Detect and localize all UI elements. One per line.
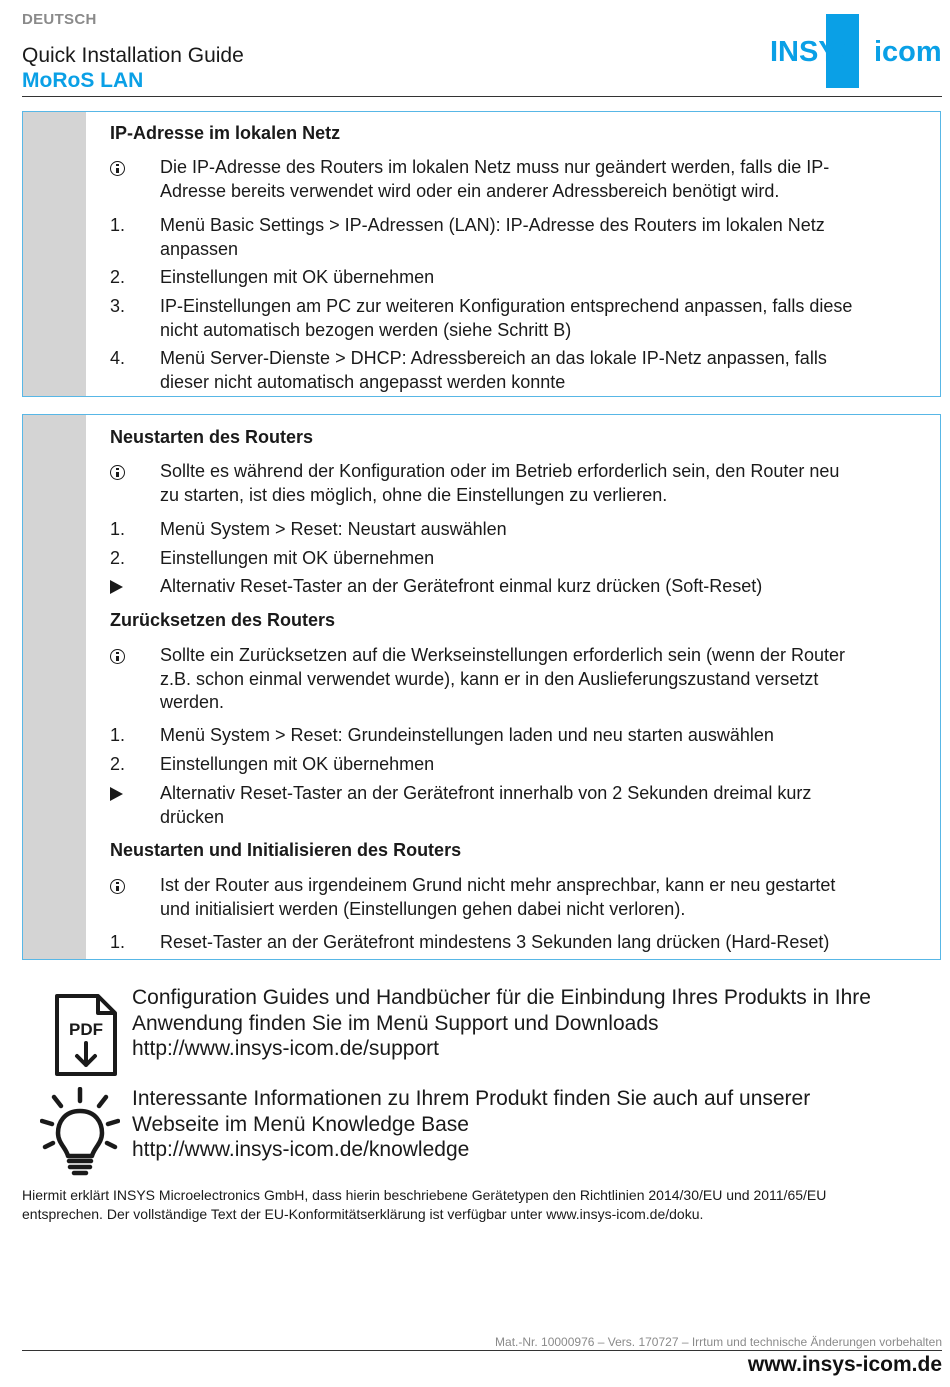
- tip-line: Configuration Guides und Handbücher für die Einbindung Ihres Produkts in Ihre: [132, 986, 871, 1009]
- pdf-icon-label: PDF: [69, 1020, 103, 1039]
- step-number: 1.: [110, 519, 126, 539]
- tip-line: Anwendung finden Sie im Menü Support und Downloads: [132, 1011, 659, 1035]
- step-text: Menü System > Reset: Neustart auswählen: [160, 519, 507, 539]
- step-text: nicht automatisch bezogen werden (siehe Schritt B): [160, 319, 572, 340]
- info-line: z.B. schon einmal verwendet wurde), kann er in den Auslieferungszustand versetzt: [160, 668, 819, 689]
- step-1: [110, 931, 922, 955]
- info-line: Sollte ein Zurücksetzen auf die Werkseinstellungen erforderlich sein (wenn der Router: [160, 645, 846, 665]
- info-line: Die IP-Adresse des Routers im lokalen Netz muss nur geändert werden, falls die IP-: [160, 157, 830, 177]
- step-2: [110, 547, 922, 571]
- info-note: [110, 874, 922, 921]
- step-2: [110, 753, 922, 777]
- pdf-download-icon: [54, 993, 118, 1077]
- info-line: Ist der Router aus irgendeinem Grund nicht mehr ansprechbar, kann er neu gestartet: [160, 875, 836, 895]
- section-heading: Zurücksetzen des Routers: [110, 610, 336, 630]
- step-number: 1.: [110, 932, 126, 952]
- step-text: Einstellungen mit OK übernehmen: [160, 548, 435, 568]
- info-icon: [110, 161, 125, 176]
- step-text: Alternativ Reset-Taster an der Gerätefront einmal kurz drücken (Soft-Reset): [160, 576, 763, 596]
- step-text: IP-Einstellungen am PC zur weiteren Konfiguration entsprechend anpassen, falls diese: [160, 296, 853, 316]
- step-3: [110, 295, 922, 342]
- logo-text-right: icom: [874, 36, 942, 68]
- tip-documentation: [132, 985, 930, 1062]
- declaration-line: entsprechen. Der vollständige Text der EU-Konformitätserklärung ist verfügbar unter www.insys-icom.de/doku.: [22, 1206, 704, 1222]
- section-sidebar: [23, 415, 86, 959]
- lightbulb-icon: [40, 1087, 120, 1179]
- eu-declaration: [22, 1186, 932, 1224]
- support-link[interactable]: http://www.insys-icom.de/support: [132, 1037, 439, 1060]
- step-text: Menü Basic Settings > IP-Adressen (LAN): IP-Adresse des Routers im lokalen Netz: [160, 215, 825, 235]
- logo-text-left: INSYS: [770, 36, 858, 68]
- step-text: drücken: [160, 806, 225, 827]
- step-text: Alternativ Reset-Taster an der Gerätefront innerhalb von 2 Sekunden dreimal kurz: [160, 783, 812, 803]
- step-number: 1.: [110, 725, 126, 745]
- step-1: [110, 518, 922, 542]
- info-line: Adresse bereits verwendet wird oder ein anderer Adressbereich benötigt wird.: [160, 180, 780, 201]
- step-number: 4.: [110, 348, 126, 368]
- insys-icom-logo: [770, 14, 942, 88]
- info-icon: [110, 649, 125, 664]
- info-line: zu starten, ist dies möglich, ohne die Einstellungen zu verlieren.: [160, 484, 668, 505]
- info-line: und initialisiert werden (Einstellungen gehen dabei nicht verloren).: [160, 898, 686, 919]
- step-number: 2.: [110, 754, 126, 774]
- language-label: DEUTSCH: [22, 11, 97, 28]
- step-number: 3.: [110, 296, 126, 316]
- tip-line: Webseite im Menü Knowledge Base: [132, 1112, 469, 1136]
- alternative-step: [110, 782, 922, 829]
- step-1: [110, 724, 922, 748]
- section-heading: Neustarten und Initialisieren des Routers: [110, 840, 462, 860]
- step-text: Menü System > Reset: Grundeinstellungen laden und neu starten auswählen: [160, 725, 774, 745]
- step-1: [110, 214, 922, 261]
- step-text: Reset-Taster an der Gerätefront mindestens 3 Sekunden lang drücken (Hard-Reset): [160, 932, 830, 952]
- info-note: [110, 460, 922, 507]
- section-heading: Neustarten des Routers: [110, 427, 314, 447]
- info-note: [110, 644, 922, 715]
- section-ip-address: [22, 111, 941, 397]
- step-number: 2.: [110, 548, 126, 568]
- step-number: 2.: [110, 267, 126, 287]
- declaration-line: Hiermit erklärt INSYS Microelectronics GmbH, dass hierin beschriebene Gerätetypen den Richtlinien 2014/30/EU und 2011/65/EU: [22, 1187, 827, 1203]
- info-line: Sollte es während der Konfiguration oder im Betrieb erforderlich sein, den Router neu: [160, 461, 840, 481]
- info-note: [110, 156, 922, 203]
- info-icon: [110, 879, 125, 894]
- knowledge-link[interactable]: http://www.insys-icom.de/knowledge: [132, 1138, 470, 1161]
- step-2: [110, 266, 922, 290]
- arrow-right-icon: [110, 580, 123, 594]
- step-text: Menü Server-Dienste > DHCP: Adressbereich an das lokale IP-Netz anpassen, falls: [160, 348, 827, 368]
- section-sidebar: [23, 112, 86, 396]
- step-number: 1.: [110, 215, 126, 235]
- step-text: dieser nicht automatisch angepasst werden konnte: [160, 371, 566, 392]
- header-divider: [22, 96, 942, 97]
- tip-line: Interessante Informationen zu Ihrem Produkt finden Sie auch auf unserer: [132, 1087, 811, 1110]
- alternative-step: [110, 575, 922, 599]
- info-icon: [110, 465, 125, 480]
- step-4: [110, 347, 922, 394]
- product-name: MoRoS LAN: [22, 69, 144, 92]
- step-text: Einstellungen mit OK übernehmen: [160, 754, 435, 774]
- step-text: anpassen: [160, 238, 239, 259]
- section-restart-reset: [22, 414, 941, 960]
- footer-note: Mat.-Nr. 10000976 – Vers. 170727 – Irrtum und technische Änderungen vorbehalten: [495, 1335, 942, 1349]
- footer-website-link[interactable]: www.insys-icom.de: [747, 1353, 942, 1376]
- document-title: Quick Installation Guide: [22, 44, 244, 67]
- step-text: Einstellungen mit OK übernehmen: [160, 267, 435, 287]
- tip-knowledge-base: [132, 1086, 930, 1163]
- arrow-right-icon: [110, 787, 123, 801]
- footer-divider: [22, 1350, 942, 1351]
- section-heading: IP-Adresse im lokalen Netz: [110, 123, 341, 143]
- info-line: werden.: [160, 692, 225, 712]
